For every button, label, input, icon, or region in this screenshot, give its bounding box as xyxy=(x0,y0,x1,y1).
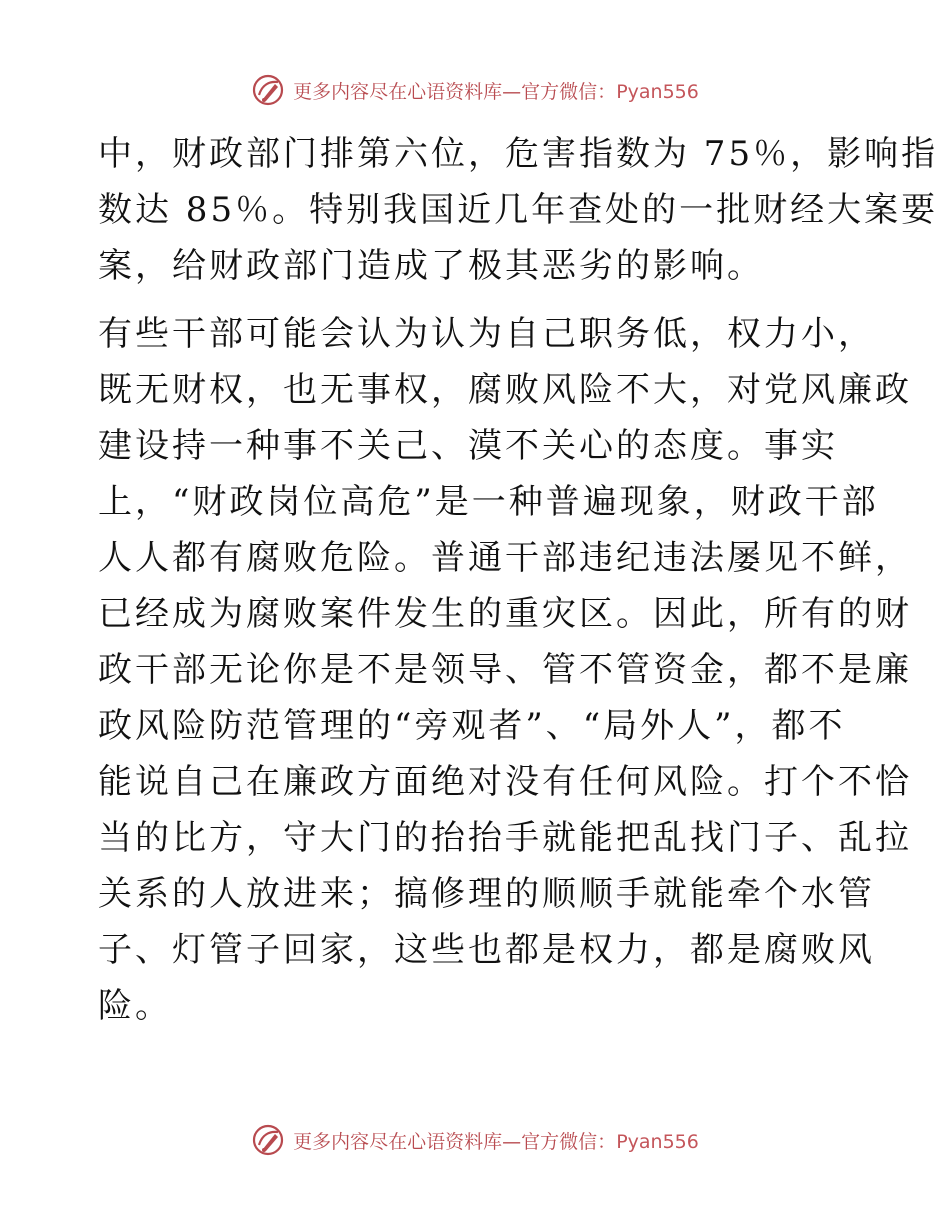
text-line: 子、灯管子回家，这些也都是权力，都是腐败风 xyxy=(98,930,875,970)
header-banner xyxy=(0,68,950,112)
text-line: 险。 xyxy=(98,986,172,1026)
text-line: 建设持一种事不关己、漠不关心的态度。事实 xyxy=(98,426,838,466)
red-pen-logo-icon xyxy=(251,73,285,107)
wechat-id: Pyan556 xyxy=(616,80,699,103)
text-line: 有些干部可能会认为认为自己职务低，权力小， xyxy=(98,314,875,354)
text-line: 中，财政部门排第六位，危害指数为 75％，影响指 xyxy=(98,134,939,174)
footer-banner xyxy=(0,1118,950,1162)
text-line: 政风险防范管理的“旁观者”、“局外人”，都不 xyxy=(98,706,846,746)
paragraph-spacer xyxy=(98,294,868,306)
text-line: 上，“财政岗位高危”是一种普遍现象，财政干部 xyxy=(98,482,879,522)
header-banner-text xyxy=(293,77,699,104)
banner-dash: — xyxy=(502,1130,522,1153)
banner-dash: — xyxy=(502,80,522,103)
text-line: 既无财权，也无事权，腐败风险不大，对党风廉政 xyxy=(98,370,912,410)
text-line: 当的比方，守大门的抬抬手就能把乱找门子、乱拉 xyxy=(98,818,912,858)
paragraph xyxy=(98,306,912,1034)
red-pen-logo-icon xyxy=(251,1123,285,1157)
paragraph xyxy=(98,126,939,294)
footer-banner-text xyxy=(293,1127,699,1154)
library-text: 更多内容尽在心语资料库 xyxy=(293,80,503,103)
document-body xyxy=(98,126,939,1034)
wechat-label: 官方微信： xyxy=(521,80,617,103)
text-line: 关系的人放进来；搞修理的顺顺手就能牵个水管 xyxy=(98,874,875,914)
text-line: 数达 85％。特别我国近几年查处的一批财经大案要 xyxy=(98,190,939,230)
text-line: 能说自己在廉政方面绝对没有任何风险。打个不恰 xyxy=(98,762,912,802)
text-line: 已经成为腐败案件发生的重灾区。因此，所有的财 xyxy=(98,594,912,634)
text-line: 人人都有腐败危险。普通干部违纪违法屡见不鲜， xyxy=(98,538,912,578)
wechat-label: 官方微信： xyxy=(521,1130,617,1153)
text-line: 案，给财政部门造成了极其恶劣的影响。 xyxy=(98,246,764,286)
wechat-id: Pyan556 xyxy=(616,1130,699,1153)
text-line: 政干部无论你是不是领导、管不管资金，都不是廉 xyxy=(98,650,912,690)
library-text: 更多内容尽在心语资料库 xyxy=(293,1130,503,1153)
